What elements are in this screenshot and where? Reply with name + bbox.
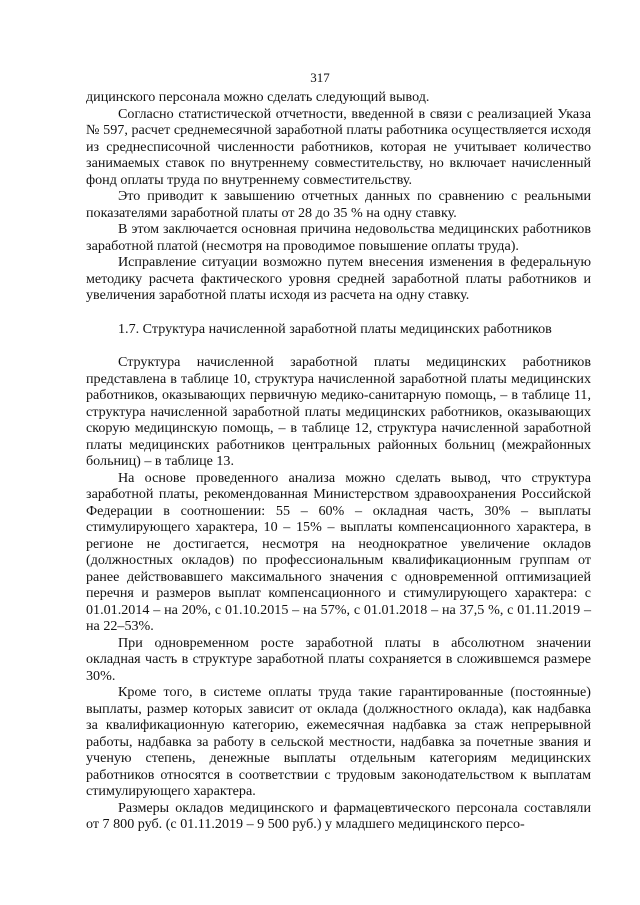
- paragraph-continuation: дицинского персонала можно сделать следующий вывод.: [86, 89, 430, 105]
- paragraph: Размеры окладов медицинского и фармацевтического персонала составляли от 7 800 руб. (с 01.11.2019 – 9 500 руб.) у младшего медицинского персо-: [86, 799, 591, 832]
- paragraph: В этом заключается основная причина недовольства медицинских работников заработной платой (несмотря на проводимое повышение оплаты труда).: [86, 221, 591, 254]
- body-text: [86, 89, 591, 833]
- section-title: 1.7. Структура начисленной заработной платы медицинских работников: [118, 320, 552, 337]
- paragraph: Исправление ситуации возможно путем внесения изменения в федеральную методику расчета фактического уровня средней заработной платы работников и увеличения заработной платы исходя из расчета на одну ставку.: [86, 254, 591, 303]
- paragraph: На основе проведенного анализа можно сделать вывод, что структура заработной платы, рекомендованная Министерством здравоохранения Российской Федерации в соотношении: 55 – 60% – окладная часть, 30% – выплаты стимулирующего характера, 10 – 15% – выплаты компенсационного характера, в регионе не достигается, несмотря на неоднократное увеличение окладов (должностных окладов) по профессиональным квалификационным группам от ранее действовавшего максимального значения с одновременной оптимизацией перечня и размеров выплат компенсационного и стимулирующего характера: с 01.01.2014 – на 20%, с 01.10.2015 – на 57%, с 01.01.2018 – на 37,5 %, с 01.11.2019 – на 22–53%.: [86, 469, 591, 634]
- page-number: 317: [310, 70, 330, 85]
- paragraph: Структура начисленной заработной платы медицинских работников представлена в таблице 10, структура начисленной заработной платы медицинских работников, оказывающих первичную медико-санитарную помощь, – в таблице 11, структура начисленной заработной платы медицинских работников, оказывающих скорую медицинскую помощь, – в таблице 12, структура начисленной заработной платы медицинских работников центральных районных больниц (межрайонных больниц) – в таблице 13.: [86, 354, 591, 469]
- paragraph: При одновременном росте заработной платы в абсолютном значении окладная часть в структуре заработной платы сохраняется в сложившемся размере 30%.: [86, 634, 591, 684]
- paragraph: Кроме того, в системе оплаты труда такие гарантированные (постоянные) выплаты, размер которых зависит от оклада (должностного оклада), как надбавка за квалификационную категорию, ежемесячная надбавка за стаж непрерывной работы, надбавка за работу в сельской местности, надбавка за почетные звания и ученую степень, денежные выплаты отдельным категориям медицинских работников относятся в соответствии с трудовым законодательством к выплатам стимулирующего характера.: [86, 684, 591, 799]
- paragraph: Это приводит к завышению отчетных данных по сравнению с реальными показателями заработной платы от 28 до 35 % на одну ставку.: [86, 188, 591, 221]
- paragraph: Согласно статистической отчетности, введенной в связи с реализацией Указа № 597, расчет среднемесячной заработной платы работника осуществляется исходя из среднесписочной численности работников, которая не учитывает количество занимаемых ставок по внутреннему совместительству, но включает начисленный фонд оплаты труда по внутреннему совместительству.: [86, 105, 591, 188]
